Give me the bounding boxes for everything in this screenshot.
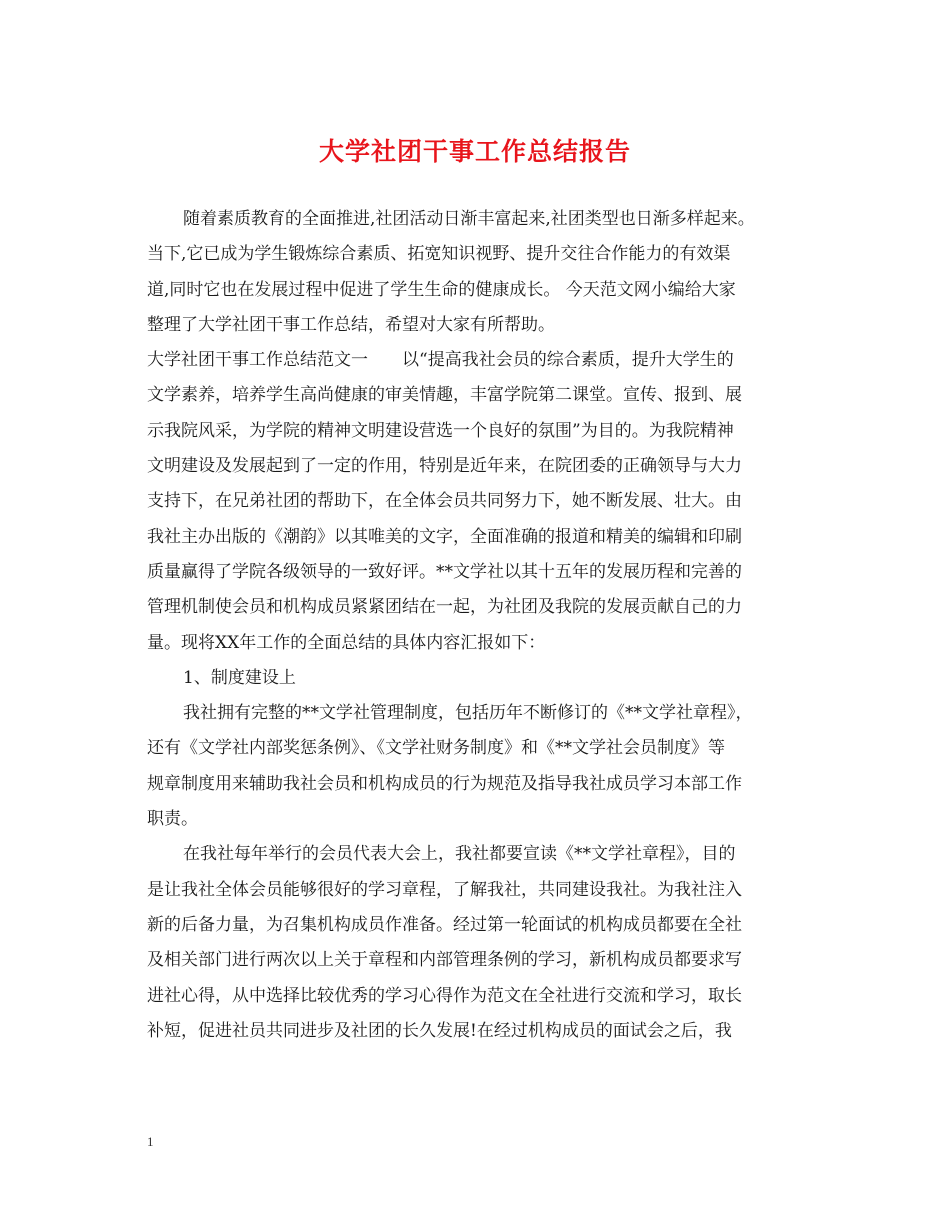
text-line: 新的后备力量，为召集机构成员作准备。经过第一轮面试的机构成员都要在全社 [147,914,742,935]
text-line: 及相关部门进行两次以上关于章程和内部管理条例的学习，新机构成员都要求写 [147,950,742,971]
text-line: 道,同时它也在发展过程中促进了学生生命的健康成长。 今天范文网小编给大家 [147,279,736,300]
text-line: 支持下，在兄弟社团的帮助下，在全体会员共同努力下，她不断发展、壮大。由 [147,491,742,512]
text-line: 我社拥有完整的**文学社管理制度，包括历年不断修订的《**文学社章程》， [183,703,753,724]
text-line: 补短，促进社员共同进步及社团的长久发展!在经过机构成员的面试会之后，我 [147,1020,732,1041]
page-number: 1 [147,1134,154,1149]
document-body [147,202,817,1049]
text-line: 大学社团干事工作总结范文一 以“提高我社会员的综合素质，提升大学生的 [147,350,734,371]
text-line: 文学素养，培养学生高尚健康的审美情趣，丰富学院第二课堂。宣传、报到、展 [147,385,742,406]
section-heading: 1、制度建设上 [183,667,296,688]
document-title: 大学社团干事工作总结报告 [318,137,631,166]
text-line: 当下,它已成为学生锻炼综合素质、拓宽知识视野、提升交往合作能力的有效渠 [147,244,731,265]
text-line: 整理了大学社团干事工作总结，希望对大家有所帮助。 [147,314,555,335]
text-line: 在我社每年举行的会员代表大会上，我社都要宣读《**文学社章程》，目的 [183,844,736,865]
text-line: 管理机制使会员和机构成员紧紧团结在一起，为社团及我院的发展贡献自己的力 [147,597,742,618]
text-line: 职责。 [147,809,198,830]
text-line: 随着素质教育的全面推进,社团活动日渐丰富起来,社团类型也日渐多样起来。 [183,209,755,229]
text-line: 示我院风采，为学院的精神文明建设营选一个良好的氛围”为目的。为我院精神 [147,420,734,441]
text-line: 进社心得，从中选择比较优秀的学习心得作为范文在全社进行交流和学习，取长 [147,985,742,1006]
text-line: 规章制度用来辅助我社会员和机构成员的行为规范及指导我社成员学习本部工作 [147,773,742,794]
text-line: 是让我社全体会员能够很好的学习章程，了解我社，共同建设我社。为我社注入 [147,879,742,900]
text-line: 还有《文学社内部奖惩条例》、《文学社财务制度》和《**文学社会员制度》等 [147,738,725,759]
text-line: 质量赢得了学院各级领导的一致好评。**文学社以其十五年的发展历程和完善的 [147,561,742,582]
text-line: 文明建设及发展起到了一定的作用，特别是近年来，在院团委的正确领导与大力 [147,456,742,477]
text-line: 我社主办出版的《潮韵》以其唯美的文字，全面准确的报道和精美的编辑和印刷 [147,526,742,547]
text-line: 量。现将XX年工作的全面总结的具体内容汇报如下： [147,632,546,653]
